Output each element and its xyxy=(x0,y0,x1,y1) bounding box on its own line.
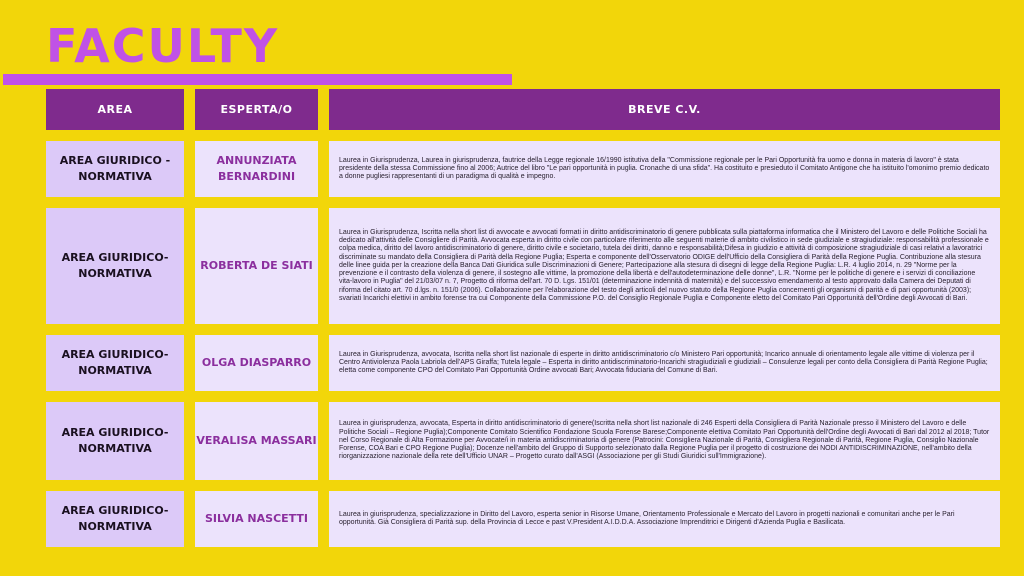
header-area: AREA xyxy=(46,89,184,130)
row-cv-text: Laurea in Giurisprudenza, Laurea in giurisprudenza, fautrice della Legge regionale 16/1990 istitutiva della "Commissione regionale per le Pari Opportunità fra uomo e donna in materia di lavoro" è stata presidente della stessa Commissione fino al 2006; Autrice del libro "Le pari opportunità in puglia. Cronache di una sfida". Ha costituito e presieduto il Comitato Antigone che ha istituito l'omonimo premio dedicato a donne pugliesi rappresentanti di un paradigma di qualità e impegno. xyxy=(339,156,990,181)
row-expert-name: OLGA DIASPARRO xyxy=(195,335,318,391)
row-cv-text: Laurea in giurisprudenza, avvocata, Esperta in diritto antidiscriminatorio di genere(Iscritta nella short list nazionale di 246 Esperti della Consigliera di Parità Nazionale presso il Ministero del Lavoro e delle Politiche Sociali – Regione Puglia);Componente Comitato Scientifico Fondazione Scuola Forense Barese;Componente elettiva Comitato Pari Opportunità dell'Ordine degli Avvocati di Bari dal 2012 al 2018; Tutor nel Corso Regionale di Alta Formazione per Avvocate/i in materia antidiscriminatoria di genere (Patrocini: Consigliera Nazionale di Parità, Consigliera Regionale di Parità, Regione Puglia, Consiglio Nazionale Forense, COA Bari e CPO Regione Puglia); Docenze nell'ambito del Gruppo di Supporto selezionato dalla Regione Puglia per il progetto di costruzione dei NODI ANTIDISCRIMINAZIONE, nell'ambito della riorganizzazione nazionale della rete dell'Ufficio UNAR – Progetto curato dall'ASGI (Associazione per gli Studi Giuridici sull'Immigrazione). xyxy=(339,420,990,461)
row-cv xyxy=(329,141,1000,197)
row-cv-text: Laurea in Giurisprudenza, avvocata, Iscritta nella short list nazionale di esperte in diritto antidiscriminatorio c/o Ministero Pari opportunità; Incarico annuale di orientamento legale alle vittime di violenza per il Centro Antiviolenza Paola Labriola dell'APS Giraffa; Tutela legale – Esperta in diritto antidiscriminatorio-Incarichi stragiudiziali e giudiziali – Consulenze legali per conto della Consigliera di Parità Regione Puglia; eletta come componente CPO del Comitato Pari Opportunità Ordine avvocati Bari; Avvocata fiduciaria del Comune di Bari. xyxy=(339,350,988,375)
header-expert: ESPERTA/O xyxy=(195,89,318,130)
row-area: AREA GIURIDICO-NORMATIVA xyxy=(46,335,184,391)
row-cv-text: Laurea in Giurisprudenza, Iscritta nella short list di avvocate e avvocati formati in diritto antidiscriminatorio di genere pubblicata sulla piattaforma informatica che il Ministero del Lavoro e delle Politiche Sociali ha dedicato all'attività delle Consigliere di Parità. Avvocata esperta in diritto civile con particolare riferimento alle seguenti materie di ambito civilistico in sede giudiziale e stragiudiziale: responsabilità professionale e colpa medica, diritto del lavoro antidiscriminatorio di genere, diritto civile e societario, tutela dei diritti, danno e responsabilità;Difesa in giudizio e attività di composizione stragiudiziale di casi relativi a lavoratrici discriminate su mandato della Consigliera di Parità della Regione Puglia; Esperta e componente dell'Osservatorio ODIGE dell'Ufficio della Consigliera di Parità della Regione Puglia. Contribuzione alla stesura delle linee guida per la creazione della Banca Dati Giuridica sulle Discriminazioni di Genere; Partecipazione alla stesura di disegni di legge della Regione Puglia: L.R. 4 luglio 2014, n. 29 "Norme per la prevenzione e il contrasto della violenza di genere, il sostegno alle vittime, la promozione della libertà e dell'autodeterminazione delle donne", L.R. "Norme per le politiche di genere e i servizi di conciliazione vita-lavoro in Puglia" del 21/03/07 n. 7, Progetto di riforma dell'art. 70 D. Lgs. 151/01 (determinazione indennità di maternità) e del successivo emendamento al testo approvato dalla Camera dei Deputati di riforma del citato art. 70 d.lgs. n. 151/0 (2006). Collaborazione per l'elaborazione del testo degli articoli del nuovo statuto della Regione Puglia concernenti gli organismi di parità e di pari opportunità (2003); svariati Incarichi elettivi in ambito forense tra cui Componente della Commissione P.O. del Consiglio Regionale Puglia e Componente eletto del Comitato Pari Opportunità dell'Ordine degli Avvocati di Bari. xyxy=(339,229,989,302)
row-cv-text: Laurea in giurisprudenza, specializzazione in Diritto del Lavoro, esperta senior in Risorse Umane, Orientamento Professionale e Mercato del Lavoro in progetti nazionali e comunitari anche per le Pari opportunità. Già Consigliera di Parità sup. della Provincia di Lecce e past V.President A.I.D.D.A. Associazione Imprenditrici e Dirigenti d'Azienda Puglia e Basilicata. xyxy=(339,510,955,526)
row-cv xyxy=(329,491,1000,547)
row-expert-name: ANNUNZIATA BERNARDINI xyxy=(195,141,318,197)
row-area: AREA GIURIDICO - NORMATIVA xyxy=(46,141,184,197)
row-cv xyxy=(329,402,1000,480)
row-expert-name: ROBERTA DE SIATI xyxy=(195,208,318,324)
page-title: FACULTY xyxy=(46,19,280,73)
title-underline xyxy=(3,74,512,85)
row-area: AREA GIURIDICO-NORMATIVA xyxy=(46,491,184,547)
header-cv: BREVE C.V. xyxy=(329,89,1000,130)
row-cv xyxy=(329,208,1000,324)
row-expert-name: VERALISA MASSARI xyxy=(195,402,318,480)
row-area: AREA GIURIDICO-NORMATIVA xyxy=(46,402,184,480)
row-expert-name: SILVIA NASCETTI xyxy=(195,491,318,547)
row-area: AREA GIURIDICO-NORMATIVA xyxy=(46,208,184,324)
row-cv xyxy=(329,335,1000,391)
